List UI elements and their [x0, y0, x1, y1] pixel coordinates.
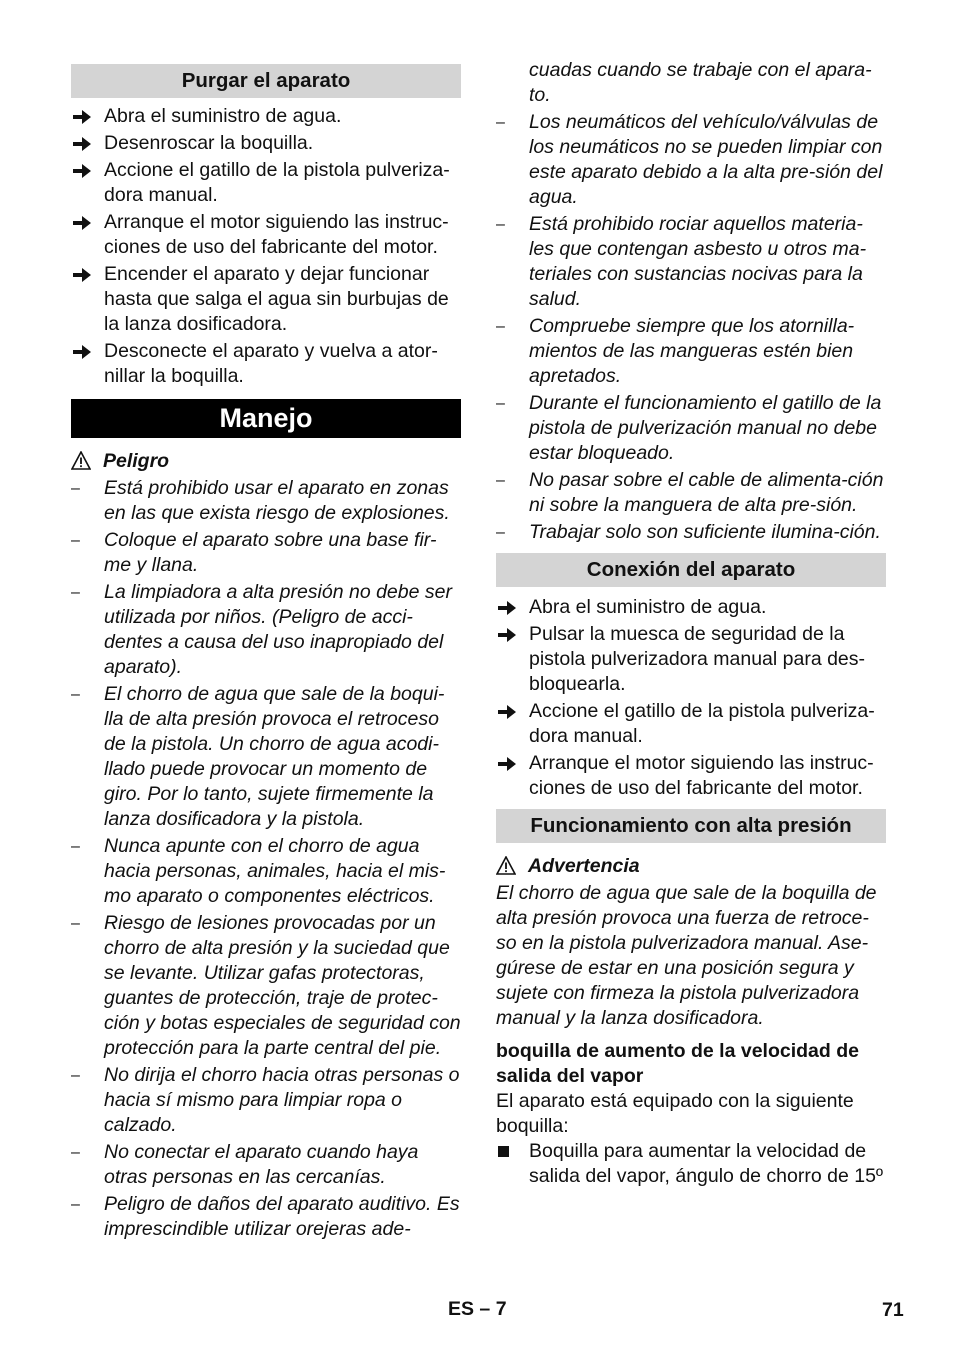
nozzle-item-text: Boquilla para aumentar la velocidad de salida del vapor, ángulo de chorro de 15º [529, 1140, 884, 1187]
right-arrow-icon [72, 339, 96, 364]
step-text: Desconecte el aparato y vuelva a ator-nillar la boquilla. [104, 340, 438, 387]
list-item [71, 476, 461, 526]
right-arrow-icon [72, 158, 96, 183]
warning-triangle-icon [71, 451, 91, 470]
safety-list [496, 110, 886, 545]
list-item-text: La limpiadora a alta presión no debe ser utilizada por niños. (Peligro de acci-dentes a causa del uso inapropiado del aparato). [104, 581, 452, 678]
section-heading-funcionamiento: Funcionamiento con alta presión [496, 809, 886, 843]
dash-bullet-icon: – [496, 114, 505, 131]
step-item [71, 262, 461, 337]
step-item [71, 131, 461, 156]
conexion-steps [496, 595, 886, 801]
dash-bullet-icon: – [71, 532, 80, 549]
dash-bullet-icon: – [71, 1067, 80, 1084]
left-column [71, 64, 461, 1244]
section-heading-manejo: Manejo [71, 399, 461, 438]
list-item [496, 212, 886, 312]
step-item [71, 339, 461, 389]
step-text: Abra el suministro de agua. [529, 596, 767, 618]
footer-language-page: ES – 7 [448, 1298, 507, 1320]
step-item [496, 595, 886, 620]
right-arrow-icon [497, 699, 521, 724]
dash-bullet-icon: – [71, 686, 80, 703]
list-item [496, 520, 886, 545]
right-column [496, 58, 886, 1189]
list-item [71, 1063, 461, 1138]
list-item-text: Peligro de daños del aparato auditivo. Es imprescindible utilizar orejeras ade- [104, 1193, 460, 1240]
list-item-text: Coloque el aparato sobre una base fir-me y llana. [104, 529, 437, 576]
right-arrow-icon [497, 751, 521, 776]
step-item [496, 751, 886, 801]
danger-list [71, 476, 461, 1242]
list-item [71, 580, 461, 680]
warning-label-text: Advertencia [528, 855, 640, 877]
dash-bullet-icon: – [496, 216, 505, 233]
purgar-steps [71, 104, 461, 389]
step-item [496, 699, 886, 749]
list-item-text: Compruebe siempre que los atornilla-mientos de las mangueras estén bien apretados. [529, 315, 855, 387]
list-item [496, 468, 886, 518]
danger-label-text: Peligro [103, 450, 170, 472]
dash-bullet-icon: – [496, 395, 505, 412]
list-item [71, 1140, 461, 1190]
dash-bullet-icon: – [71, 1144, 80, 1161]
warning-label [496, 851, 886, 881]
dash-bullet-icon: – [71, 1196, 80, 1213]
step-text: Arranque el motor siguiendo las instruc-ciones de uso del fabricante del motor. [529, 752, 874, 799]
dash-bullet-icon: – [496, 318, 505, 335]
list-item-text: Nunca apunte con el chorro de agua hacia personas, animales, hacia el mis-mo aparato o componentes eléctricos. [104, 835, 446, 907]
list-item-text: No pasar sobre el cable de alimenta-ción ni sobre la manguera de alta pre-sión. [529, 469, 884, 516]
list-item-text: Riesgo de lesiones provocadas por un chorro de alta presión y la suciedad que se levante. Utilizar gafas protectoras, guantes de protección, traje de protec-ción y botas especiales de seguridad con protección para la parte central del pie. [104, 912, 461, 1059]
step-text: Desenroscar la boquilla. [104, 132, 314, 154]
right-arrow-icon [72, 262, 96, 287]
step-text: Accione el gatillo de la pistola pulveriza-dora manual. [104, 159, 450, 206]
list-item-text: Los neumáticos del vehículo/válvulas de los neumáticos no se pueden limpiar con este aparato debido a la alta pre-sión del agua. [529, 111, 883, 208]
list-item [71, 1192, 461, 1242]
right-arrow-icon [72, 210, 96, 235]
nozzle-item [496, 1139, 886, 1189]
step-text: Accione el gatillo de la pistola pulveriza-dora manual. [529, 700, 875, 747]
right-arrow-icon [72, 104, 96, 129]
right-arrow-icon [497, 622, 521, 647]
list-item-text: No conectar el aparato cuando haya otras personas en las cercanías. [104, 1141, 419, 1188]
section-heading-conexion: Conexión del aparato [496, 553, 886, 587]
right-arrow-icon [497, 595, 521, 620]
list-item-text: Está prohibido rociar aquellos materia-les que contengan asbesto u otros ma-teriales con sustancias nocivas para la salud. [529, 213, 867, 310]
dash-bullet-icon: – [71, 838, 80, 855]
step-text: Encender el aparato y dejar funcionar hasta que salga el agua sin burbujas de la lanza dosificadora. [104, 263, 449, 335]
list-item-text: No dirija el chorro hacia otras personas o hacia sí mismo para limpiar ropa o calzado. [104, 1064, 460, 1136]
list-item [71, 528, 461, 578]
nozzle-intro: El aparato está equipado con la siguiente boquilla: [496, 1090, 854, 1137]
dash-bullet-icon: – [71, 584, 80, 601]
right-arrow-icon [72, 131, 96, 156]
list-item [71, 682, 461, 832]
section-heading-purgar: Purgar el aparato [71, 64, 461, 98]
step-item [71, 104, 461, 129]
dash-bullet-icon: – [496, 524, 505, 541]
step-item [71, 158, 461, 208]
square-bullet-icon [498, 1146, 509, 1157]
list-item-text: Durante el funcionamiento el gatillo de la pistola de pulverización manual no debe estar bloqueado. [529, 392, 882, 464]
list-item [496, 391, 886, 466]
list-item [496, 110, 886, 210]
list-item [71, 911, 461, 1061]
step-text: Arranque el motor siguiendo las instruc-ciones de uso del fabricante del motor. [104, 211, 449, 258]
list-item-text: El chorro de agua que sale de la boqui-lla de alta presión provoca el retroceso de la pistola. Un chorro de agua acodi-llado puede provocar un momento de giro. Por lo tanto, sujete firmemente la lanza dosificadora y la pistola. [104, 683, 445, 830]
step-item [71, 210, 461, 260]
nozzle-heading: boquilla de aumento de la velocidad de salida del vapor [496, 1040, 859, 1087]
step-text: Abra el suministro de agua. [104, 105, 342, 127]
step-item [496, 622, 886, 697]
list-item [71, 834, 461, 909]
list-item-text: Trabajar solo son suficiente ilumina-ción. [529, 521, 881, 543]
warning-text: El chorro de agua que sale de la boquilla de alta presión provoca una fuerza de retroce-so en la pistola pulverizadora manual. Ase-gúrese de estar en una posición segura y sujete con firmeza la pistola pulverizadora manual y la lanza dosificadora. [496, 882, 877, 1029]
footer-page-number: 71 [882, 1299, 904, 1321]
dash-bullet-icon: – [496, 472, 505, 489]
dash-bullet-icon: – [71, 915, 80, 932]
danger-label [71, 446, 461, 476]
warning-triangle-icon [496, 856, 516, 875]
list-item-text: Está prohibido usar el aparato en zonas en las que exista riesgo de explosiones. [104, 477, 450, 524]
step-text: Pulsar la muesca de seguridad de la pistola pulverizadora manual para des-bloquearla. [529, 623, 866, 695]
list-item [496, 314, 886, 389]
dash-bullet-icon: – [71, 480, 80, 497]
continued-text: cuadas cuando se trabaje con el apara-to. [529, 59, 872, 106]
